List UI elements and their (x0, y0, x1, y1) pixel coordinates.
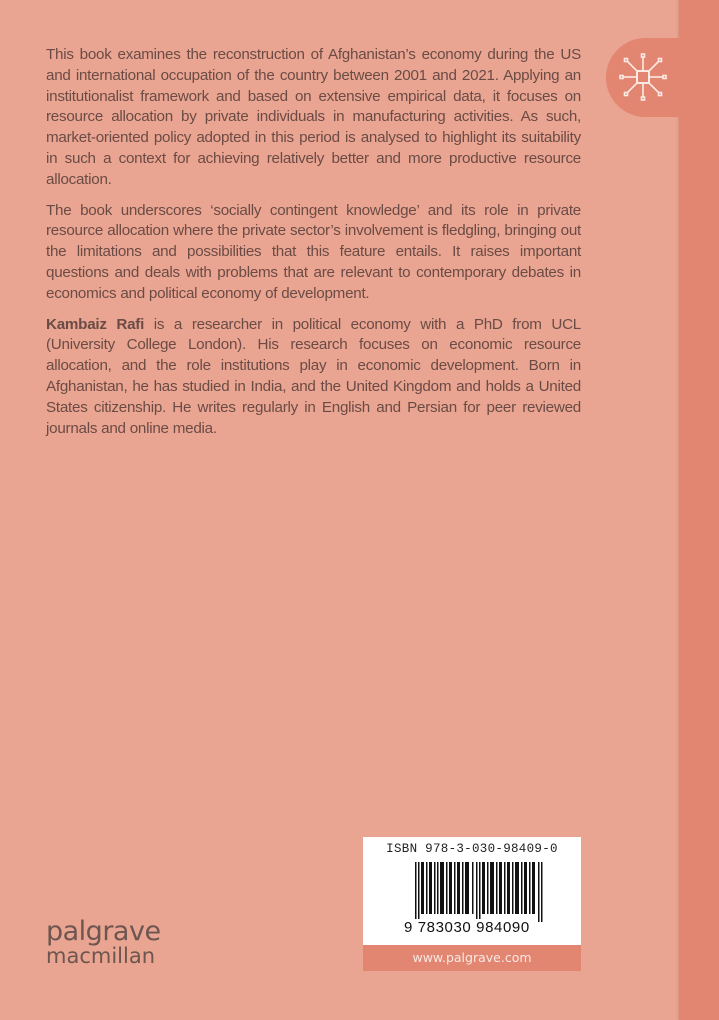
publisher-logo (46, 918, 161, 967)
blurb-paragraph-2: The book underscores ‘socially contingent knowledge’ and its role in private resource allocation where the private sector’s involvement is fledgling, bringing out the limitations and possibilities that this feature entails. It raises important questions and deals with problems that are relevant to contemporary debates in economics and political economy of development. (46, 201, 581, 302)
author-bio (46, 315, 581, 440)
isbn-barcode-box (363, 837, 581, 945)
barcode-digits: 9 783030 984090 (404, 919, 530, 936)
logo-macmillan: macmillan (46, 944, 156, 968)
book-spine-strip (679, 0, 719, 1020)
barcode-icon (415, 862, 543, 922)
isbn-label: ISBN 978-3-030-98409-0 (386, 842, 558, 856)
author-bio-text: is a researcher in political economy with a PhD from UCL (University College London). His research focuses on economic resource allocation, and the role institutions play in economic development. Born in Afghanistan, he has studied in India, and the United Kingdom and holds a United States citizenship. He writes regularly in English and Persian for peer reviewed journals and online media. (46, 315, 581, 437)
blurb-paragraph-1: This book examines the reconstruction of Afghanistan’s economy during the US and international occupation of the country between 2001 and 2021. Applying an institutionalist framework and based on extensive empirical data, it focuses on resource allocation by private individuals in manufacturing activities. As such, market-oriented policy adopted in this period is analysed to highlight its suitability in such a context for achieving relatively better and more productive resource allocation. (46, 46, 581, 188)
publisher-url[interactable]: www.palgrave.com (363, 945, 581, 971)
back-cover-text (46, 45, 581, 449)
logo-palgrave: palgrave (46, 916, 161, 947)
network-node-icon (615, 49, 671, 105)
author-name: Kambaiz Rafi (46, 315, 145, 333)
publisher-badge (606, 38, 686, 117)
